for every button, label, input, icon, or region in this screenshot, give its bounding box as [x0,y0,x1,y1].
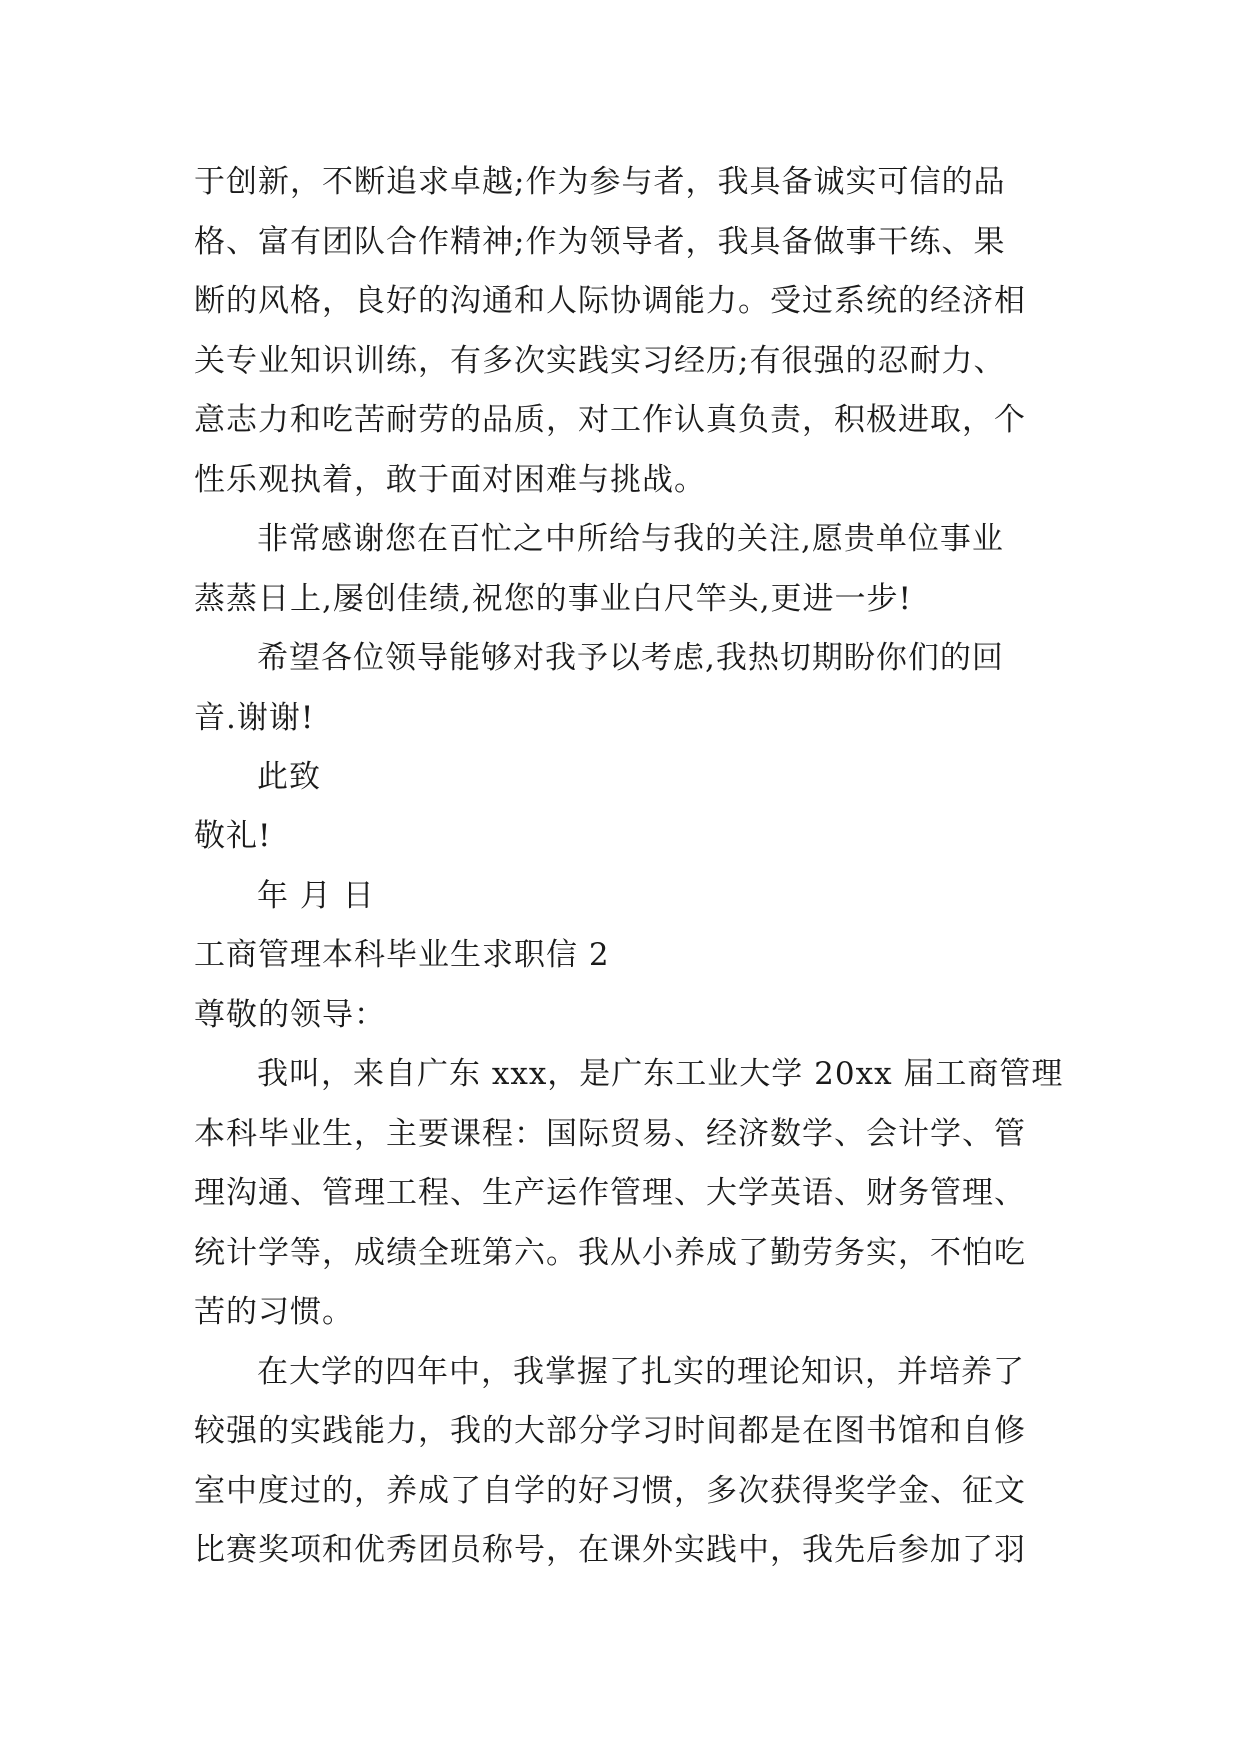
text-line: 希望各位领导能够对我予以考虑,我热切期盼你们的回 [257,640,1004,676]
date-line: 年 月 日 [257,878,375,914]
text-line: 关专业知识训练，有多次实践实习经历;有很强的忍耐力、 [194,343,1006,379]
text-line: 格、富有团队合作精神;作为领导者，我具备做事干练、果 [194,224,1006,260]
text-line: 苦的习惯。 [194,1294,354,1330]
text-line: 本科毕业生，主要课程：国际贸易、经济数学、会计学、管 [194,1116,1026,1152]
text-line: 音.谢谢! [194,700,315,736]
text-line: 性乐观执着，敢于面对困难与挑战。 [194,462,706,498]
text-line: 于创新，不断追求卓越;作为参与者，我具备诚实可信的品 [194,164,1006,200]
text-line: 比赛奖项和优秀团员称号，在课外实践中，我先后参加了羽 [194,1532,1026,1568]
text-line: 室中度过的，养成了自学的好习惯，多次获得奖学金、征文 [194,1473,1026,1509]
text-line: 蒸蒸日上,屡创佳绩,祝您的事业白尺竿头,更进一步! [194,581,913,617]
letter-title: 工商管理本科毕业生求职信 2 [194,937,610,973]
salutation-closing: 此致 [257,759,321,795]
text-line: 在大学的四年中，我掌握了扎实的理论知识，并培养了 [257,1354,1025,1390]
text-line: 统计学等，成绩全班第六。我从小养成了勤劳务实，不怕吃 [194,1235,1026,1271]
text-line: 较强的实践能力，我的大部分学习时间都是在图书馆和自修 [194,1413,1026,1449]
salutation-respect: 敬礼! [194,818,272,854]
text-line: 意志力和吃苦耐劳的品质，对工作认真负责，积极进取，个 [194,402,1026,438]
text-line: 我叫，来自广东 xxx，是广东工业大学 20xx 届工商管理 [257,1056,1064,1092]
text-line: 断的风格，良好的沟通和人际协调能力。受过系统的经济相 [194,283,1026,319]
text-line: 非常感谢您在百忙之中所给与我的关注,愿贵单位事业 [257,521,1004,557]
greeting: 尊敬的领导： [194,997,386,1033]
text-line: 理沟通、管理工程、生产运作管理、大学英语、财务管理、 [194,1175,1026,1211]
